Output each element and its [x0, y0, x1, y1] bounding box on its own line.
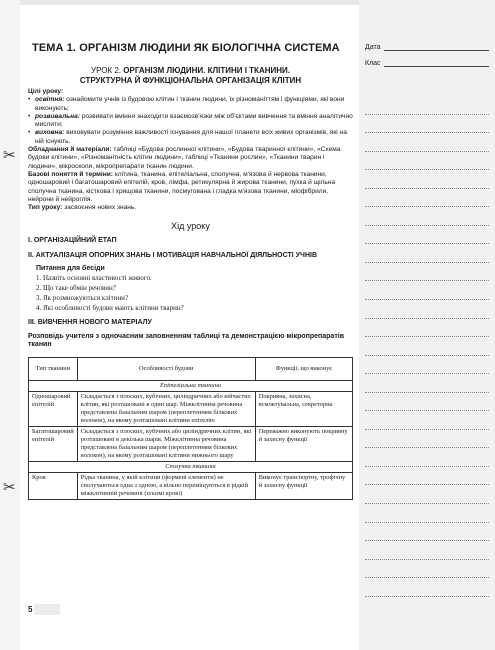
header-type: Тип тканини [29, 357, 78, 380]
date-line [384, 44, 489, 51]
class-field[interactable] [365, 60, 489, 67]
question-item: 4. Які особливості будови мають клітини тварин? [36, 304, 184, 313]
note-line [365, 263, 489, 282]
main-content [28, 42, 353, 500]
note-line [365, 96, 489, 115]
page-number: 5 [28, 605, 33, 614]
equipment-label: Обладнання й матеріали: [28, 146, 112, 154]
goal-item [28, 96, 353, 113]
note-line [365, 560, 489, 579]
note-line [365, 189, 489, 208]
note-line [365, 133, 489, 152]
cell-function: Покривна, захисна, всмоктувальна, секреторна [255, 391, 352, 426]
question-item: 3. Як розмножуються клітини? [36, 294, 129, 303]
note-line [365, 485, 489, 504]
note-line [365, 374, 489, 393]
table-section-row [29, 461, 353, 472]
course-heading: Хід уроку [171, 221, 210, 232]
note-line [365, 430, 489, 449]
section-epithelial: Епітеліальна тканина [29, 380, 353, 391]
class-line [384, 60, 489, 67]
cell-structure: Складається з плоских, кубічних або циліндричних клітин, які розташовані в декілька шарів. Міжклітинна речовина представлена базальним шаром (переплетенням білкових волокон), на якому розташовані клітини нижнього шару [77, 426, 255, 461]
cell-function: Виконує транспортну, трофічну й захисну функції [255, 472, 352, 499]
bullet-icon: • [28, 112, 31, 120]
cell-type: Кров [29, 472, 78, 499]
note-line [365, 115, 489, 134]
stage-1-heading: I. ОРГАНІЗАЦІЙНИЙ ЕТАП [28, 237, 117, 245]
goal-item [28, 129, 353, 146]
note-line [365, 504, 489, 523]
bullet-icon: • [28, 96, 31, 104]
goal-label: розвивальна: [35, 112, 80, 120]
cell-function: Переважно виконують покривну й захисну функції [255, 426, 352, 461]
note-line [365, 319, 489, 338]
lesson-title-line2: СТРУКТУРНА Й ФУНКЦІОНАЛЬНА ОРГАНІЗАЦІЯ КЛІТИН [79, 76, 302, 85]
note-line [365, 300, 489, 319]
page-number-box [34, 604, 60, 615]
note-line [365, 393, 489, 412]
note-line [365, 337, 489, 356]
header-function: Функції, що виконує [255, 357, 352, 380]
theme-title: ТЕМА 1. ОРГАНІЗМ ЛЮДИНИ ЯК БІОЛОГІЧНА СИСТЕМА [32, 42, 340, 54]
lesson-type-paragraph [28, 204, 353, 212]
bullet-icon: • [28, 129, 31, 137]
lesson-title-line1: ОРГАНІЗМ ЛЮДИНИ. КЛІТИНИ І ТКАНИНИ. [123, 66, 290, 75]
table-row [29, 472, 353, 499]
scissors-icon: ✂ [3, 146, 16, 164]
stage-3-heading: III. ВИВЧЕННЯ НОВОГО МАТЕРІАЛУ [28, 319, 152, 327]
cell-type: Одношаровий епітелій [29, 391, 78, 426]
lesson-number: УРОК 2. [91, 66, 122, 75]
left-margin-strip [0, 0, 20, 650]
header-structure: Особливості будови [77, 357, 255, 380]
questions-list [36, 273, 353, 313]
note-line [365, 281, 489, 300]
lesson-title [28, 66, 353, 86]
note-line [365, 411, 489, 430]
date-field[interactable] [365, 44, 489, 51]
class-label: Клас [365, 60, 381, 67]
goal-text: ознайомити учнів із будовою клітин і тканин людини, їх різноманіттям і функціями, які вони виконують; [35, 96, 345, 112]
note-line [365, 467, 489, 486]
note-line [365, 356, 489, 375]
teacher-story: Розповідь учителя з одночасним заповненням таблиці та демонстрацією мікропрепаратів тканин [28, 332, 344, 349]
notes-lines [365, 96, 489, 597]
note-line [365, 170, 489, 189]
concepts-paragraph [28, 171, 353, 204]
note-line [365, 578, 489, 597]
question-item: 2. Що таке обмін речовин? [36, 284, 116, 293]
goal-item [28, 113, 353, 130]
note-line [365, 152, 489, 171]
goal-text: виховувати розуміння важливості існування для нашої планети всіх живих організмів, які на ній існують. [35, 129, 347, 145]
date-label: Дата [365, 44, 381, 51]
note-line [365, 207, 489, 226]
note-line [365, 448, 489, 467]
lesson-type-text: засвоєння нових знань. [64, 204, 137, 212]
goal-label: освітня: [35, 96, 65, 104]
table-row [29, 426, 353, 461]
question-item: 1. Назвіть основні властивості живого. [36, 274, 152, 283]
table-row [29, 391, 353, 426]
equipment-text: таблиці «Будова рослинної клітини», «Будова тваринної клітини», «Схема будови клітини», «Різноманітність клітин людини», таблиці «Тканини рослин», «Тканини тварин і людини», мікроскопи, мікропрепарати тканин людини. [28, 146, 341, 170]
goal-label: виховна: [35, 129, 65, 137]
concepts-label: Базові поняття й терміни: [28, 170, 113, 178]
table-header-row [29, 357, 353, 380]
goal-text: розвивати вміння знаходити взаємозв'язки між об'єктами вивчення та вміння аналітично мислити; [35, 112, 353, 129]
questions-title: Питання для бесіди [36, 265, 105, 273]
note-line [365, 244, 489, 263]
scissors-icon: ✂ [3, 478, 16, 496]
goals-heading: Цілі уроку: [28, 88, 64, 95]
note-line [365, 523, 489, 542]
table-section-row [29, 380, 353, 391]
equipment-paragraph [28, 146, 353, 171]
note-line [365, 541, 489, 560]
date-class-fields [365, 44, 489, 76]
stage-2-heading: II. АКТУАЛІЗАЦІЯ ОПОРНИХ ЗНАНЬ І МОТИВАЦІЯ НАВЧАЛЬНОЇ ДІЯЛЬНОСТІ УЧНІВ [28, 251, 317, 259]
concepts-text: клітина, тканина, епітеліальна, сполучна, м'язова й нервова тканини, одношаровий і багатошаровий епітелій, кров, лімфа, ретикулярна й жирова тканини, пухка й щільна сполучна тканина, кісткова і хрящова тканини, посмугована і гладка м'язова тканини, міофібрили, нейрони й нейроглія. [28, 170, 336, 203]
cell-type: Багатошаровий епітелій [29, 426, 78, 461]
lesson-type-label: Тип уроку: [28, 204, 63, 212]
cell-structure: Рідка тканина, у якій клітини (формені елементи) не сполучаються одна з одною, а вільно переміщуються в рідкій міжклітинній речовині (плазмі крові) [77, 472, 255, 499]
tissues-table [28, 357, 353, 500]
section-connective: Сполучна тканина [29, 461, 353, 472]
note-line [365, 226, 489, 245]
cell-structure: Складається з плоских, кубічних, циліндричних або війчастих клітин, які розташовані в один шар. Міжклітинна речовина представлена базальним шаром (переплетенням білкових волокон), на якому розташовані клітини епітелію [77, 391, 255, 426]
